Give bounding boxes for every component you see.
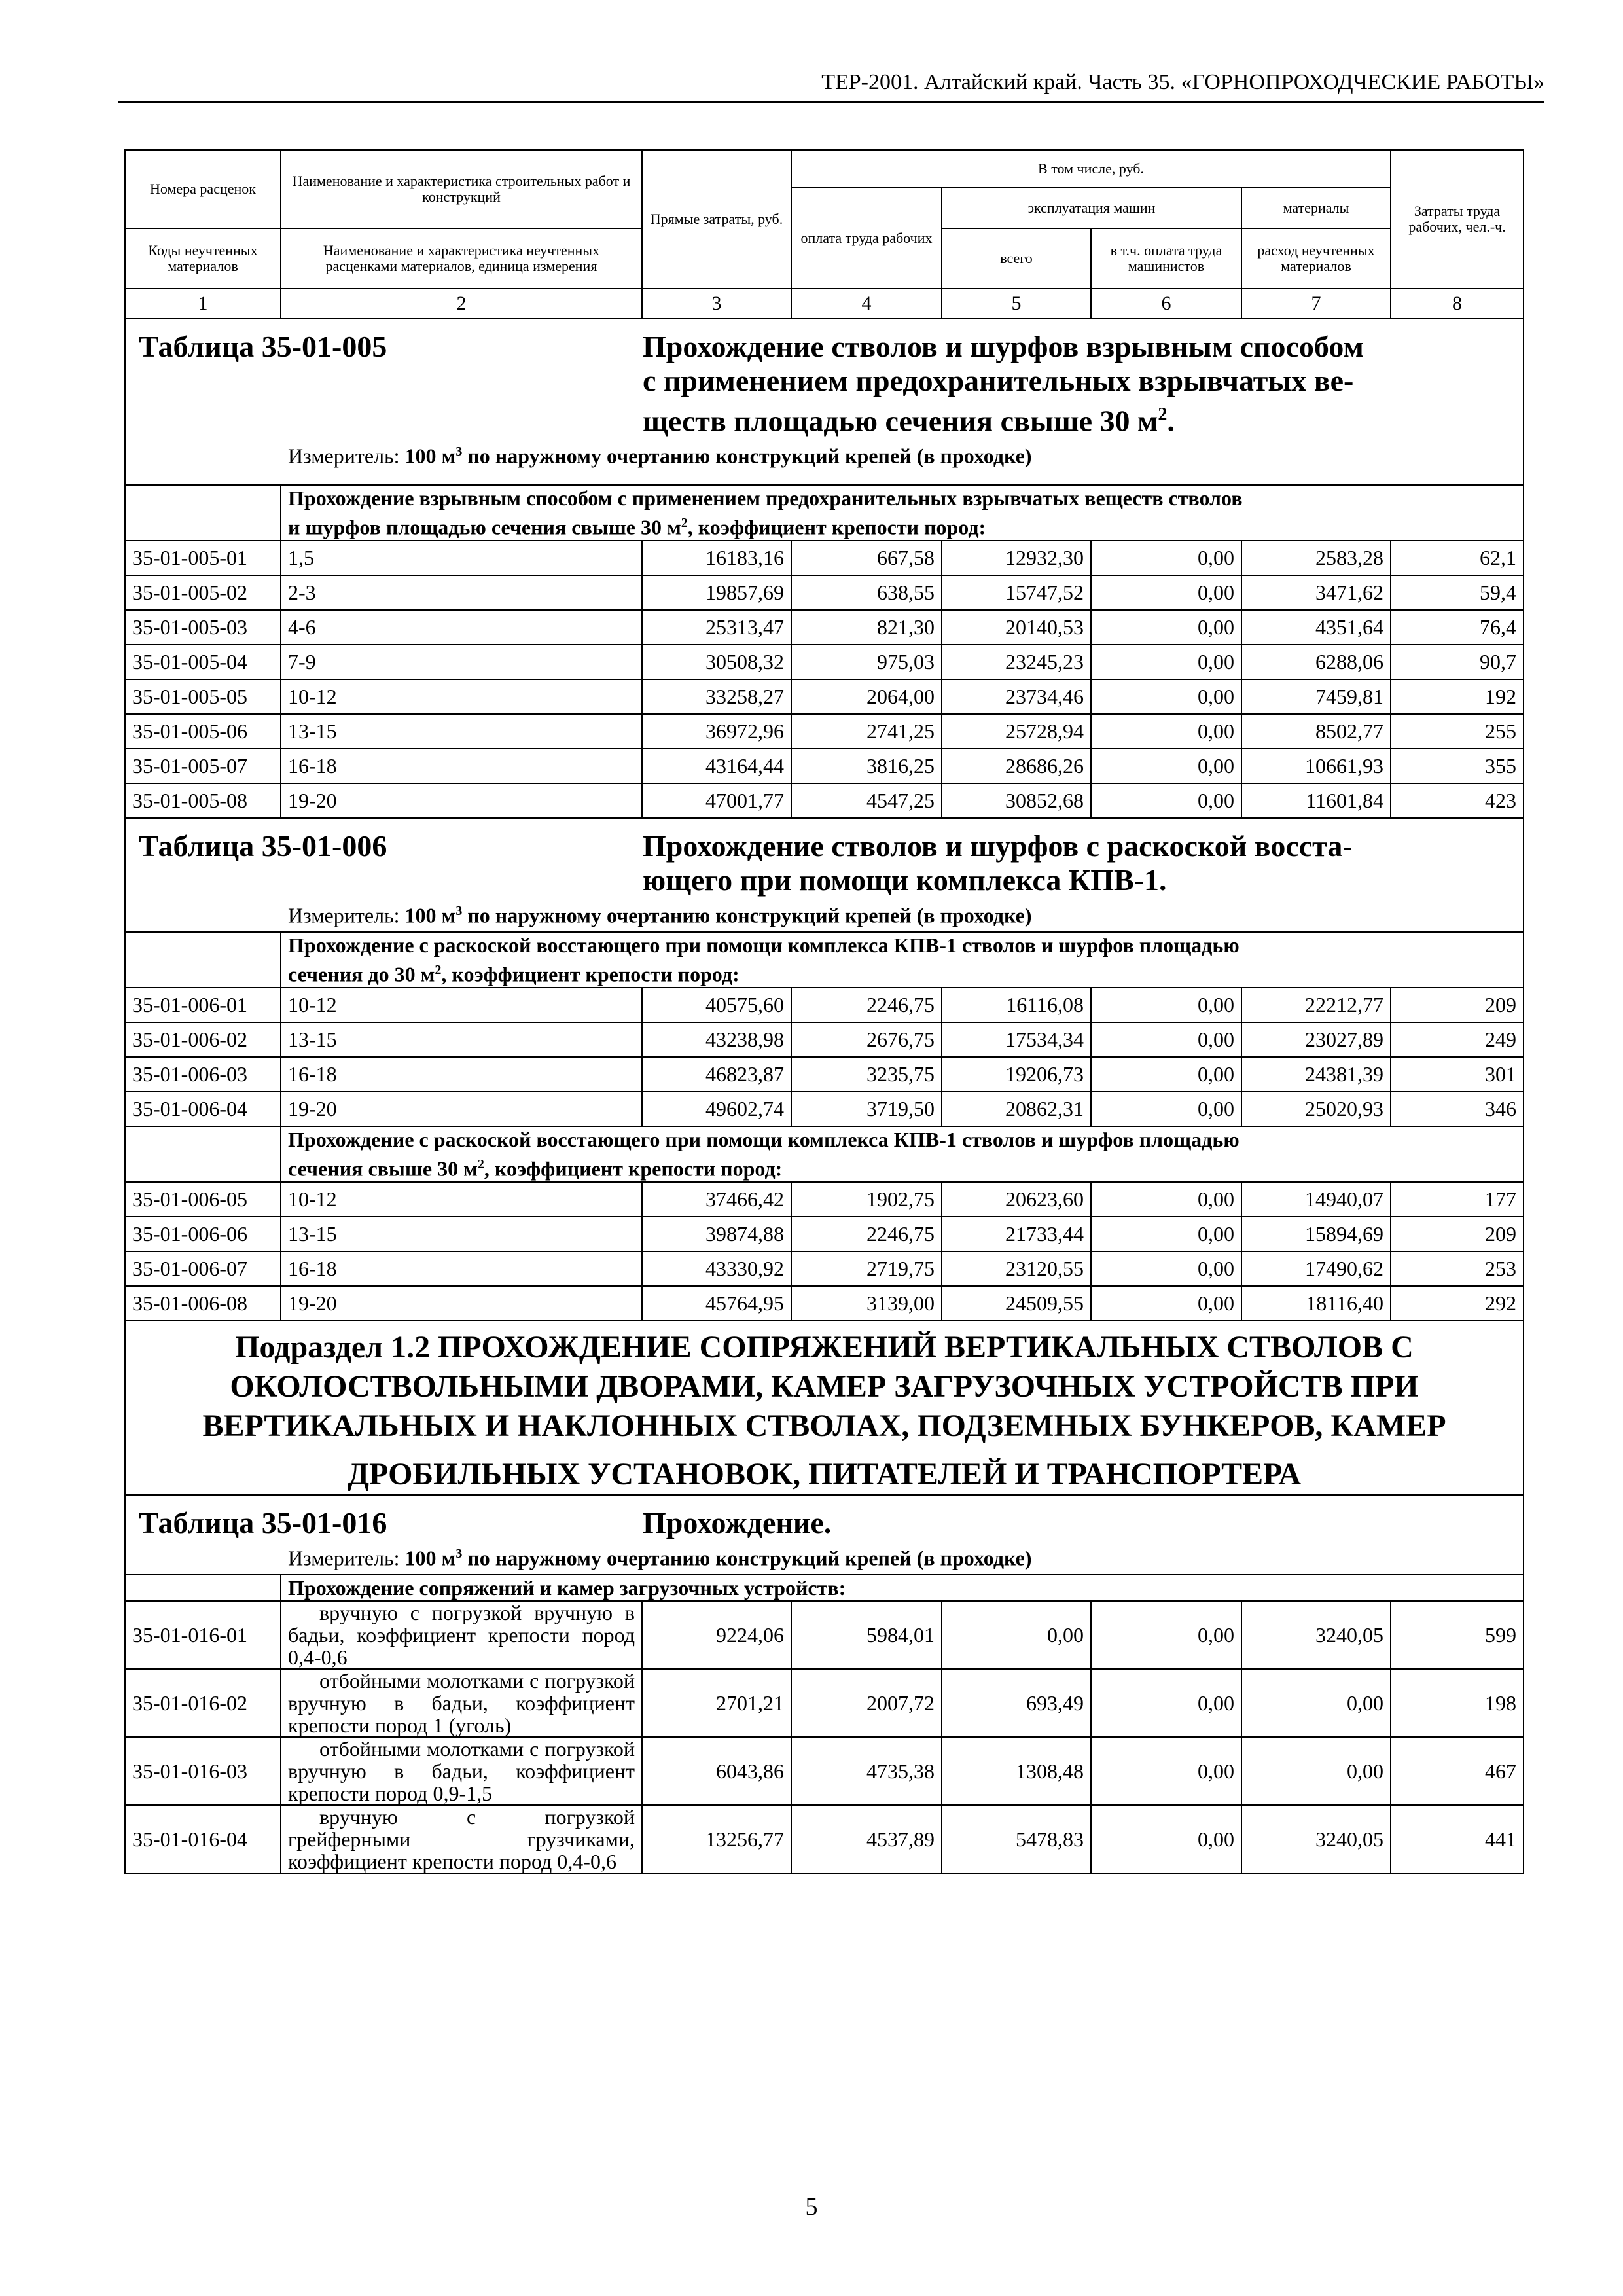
- value-cell: 0,00: [1091, 1092, 1241, 1126]
- value-cell: 10661,93: [1241, 749, 1391, 783]
- value-cell: 192: [1391, 679, 1524, 714]
- col-header-machines: эксплуатация машин: [942, 188, 1241, 228]
- value-cell: 301: [1391, 1057, 1524, 1092]
- value-cell: 0,00: [942, 1601, 1091, 1669]
- rate-code: 35-01-006-06: [125, 1217, 281, 1251]
- value-cell: 0,00: [1091, 1737, 1241, 1805]
- table-row: [125, 1669, 1524, 1737]
- value-cell: 667,58: [791, 541, 942, 575]
- rate-name: 4-6: [281, 610, 642, 645]
- rate-code: 35-01-006-03: [125, 1057, 281, 1092]
- col-header-codes: Номера расценок: [125, 150, 281, 228]
- rate-code: 35-01-005-01: [125, 541, 281, 575]
- rate-name: 16-18: [281, 1057, 642, 1092]
- rate-name: 10-12: [281, 679, 642, 714]
- value-cell: 49602,74: [642, 1092, 791, 1126]
- value-cell: 20862,31: [942, 1092, 1091, 1126]
- section-heading: [126, 1321, 1523, 1494]
- rate-name: 7-9: [281, 645, 642, 679]
- col-header-material-names: Наименование и характеристика неучтенных расценками материалов, единица измерения: [281, 228, 642, 289]
- subheader-text: Прохождение взрывным способом с применением предохранительных взрывчатых веществ стволов и шурфов площадью сечения свыше 30 $м^2$, коэффициент крепости пород:: [281, 485, 1524, 541]
- rate-code: 35-01-005-04: [125, 645, 281, 679]
- rate-code: 35-01-016-04: [125, 1805, 281, 1873]
- value-cell: 22212,77: [1241, 988, 1391, 1022]
- value-cell: 11601,84: [1241, 783, 1391, 818]
- rate-name: отбойными молотками с погрузкой вручную в бадьи, коэффициент крепости пород 1 (уголь): [281, 1669, 642, 1737]
- value-cell: 8502,77: [1241, 714, 1391, 749]
- column-number: 2: [281, 289, 642, 319]
- value-cell: 253: [1391, 1251, 1524, 1286]
- value-cell: 37466,42: [642, 1182, 791, 1217]
- table-row: [125, 1217, 1524, 1251]
- value-cell: 25728,94: [942, 714, 1091, 749]
- table-row: [125, 679, 1524, 714]
- value-cell: 46823,87: [642, 1057, 791, 1092]
- table-title: [126, 1496, 1523, 1540]
- value-cell: 4351,64: [1241, 610, 1391, 645]
- section-heading-line: ОКОЛОСТВОЛЬНЫМИ ДВОРАМИ, КАМЕР ЗАГРУЗОЧНЫХ УСТРОЙСТВ ПРИ: [230, 1369, 1419, 1404]
- value-cell: 43164,44: [642, 749, 791, 783]
- table-row: [125, 714, 1524, 749]
- col-header-including: В том числе, руб.: [791, 150, 1391, 188]
- value-cell: 39874,88: [642, 1217, 791, 1251]
- value-cell: 62,1: [1391, 541, 1524, 575]
- value-cell: 0,00: [1091, 1805, 1241, 1873]
- value-cell: 76,4: [1391, 610, 1524, 645]
- column-number: 8: [1391, 289, 1524, 319]
- value-cell: 249: [1391, 1022, 1524, 1057]
- table-row: [125, 1022, 1524, 1057]
- value-cell: 0,00: [1091, 749, 1241, 783]
- value-cell: 20623,60: [942, 1182, 1091, 1217]
- col-header-unaccounted-materials: расход неучтенных материалов: [1241, 228, 1391, 289]
- col-header-total: всего: [942, 228, 1091, 289]
- value-cell: 12932,30: [942, 541, 1091, 575]
- value-cell: 975,03: [791, 645, 942, 679]
- col-header-labor: Затраты труда рабочих, чел.-ч.: [1391, 150, 1524, 289]
- measurement-unit: Измеритель: 100 $м^3$ по наружному очертанию конструкций крепей (в проходке): [288, 903, 1032, 927]
- value-cell: 20140,53: [942, 610, 1091, 645]
- value-cell: 0,00: [1091, 1217, 1241, 1251]
- value-cell: 0,00: [1091, 575, 1241, 610]
- value-cell: 0,00: [1091, 679, 1241, 714]
- table-row: [125, 610, 1524, 645]
- col-header-wages: оплата труда рабочих: [791, 188, 942, 289]
- value-cell: 45764,95: [642, 1286, 791, 1321]
- value-cell: 2007,72: [791, 1669, 942, 1737]
- rate-code: 35-01-006-08: [125, 1286, 281, 1321]
- rate-code: 35-01-005-03: [125, 610, 281, 645]
- value-cell: 0,00: [1091, 1057, 1241, 1092]
- subheader-row: [125, 1126, 1524, 1182]
- value-cell: 17534,34: [942, 1022, 1091, 1057]
- value-cell: 9224,06: [642, 1601, 791, 1669]
- table-row: [125, 1737, 1524, 1805]
- value-cell: 292: [1391, 1286, 1524, 1321]
- section-heading-line: ВЕРТИКАЛЬНЫХ И НАКЛОННЫХ СТВОЛАХ, ПОДЗЕМНЫХ БУНКЕРОВ, КАМЕР: [202, 1408, 1446, 1443]
- value-cell: 7459,81: [1241, 679, 1391, 714]
- value-cell: 0,00: [1091, 1022, 1241, 1057]
- value-cell: 0,00: [1091, 1182, 1241, 1217]
- column-number: 3: [642, 289, 791, 319]
- value-cell: 6288,06: [1241, 645, 1391, 679]
- rate-name: 13-15: [281, 1217, 642, 1251]
- subheader-text: Прохождение с раскоской восстающего при помощи комплекса КПВ-1 стволов и шурфов площадью сечения до 30 $м^2$, коэффициент крепости пород:: [281, 932, 1524, 988]
- table-row: [125, 749, 1524, 783]
- value-cell: 599: [1391, 1601, 1524, 1669]
- value-cell: 1902,75: [791, 1182, 942, 1217]
- table-row: [125, 1601, 1524, 1669]
- value-cell: 4547,25: [791, 783, 942, 818]
- rate-name: 16-18: [281, 749, 642, 783]
- table-row: [125, 1251, 1524, 1286]
- table-header-row: [125, 150, 1524, 188]
- rate-name: 2-3: [281, 575, 642, 610]
- table-row: [125, 1057, 1524, 1092]
- value-cell: 3240,05: [1241, 1805, 1391, 1873]
- section-heading-line: ДРОБИЛЬНЫХ УСТАНОВОК, ПИТАТЕЛЕЙ И ТРАНСПОРТЕРА: [348, 1456, 1302, 1492]
- price-table: [124, 149, 1524, 1874]
- rate-code: 35-01-006-02: [125, 1022, 281, 1057]
- rate-name: 19-20: [281, 1092, 642, 1126]
- value-cell: 23027,89: [1241, 1022, 1391, 1057]
- table-title-line: ющего при помощи комплекса КПВ-1.: [643, 863, 1167, 897]
- column-number: 5: [942, 289, 1091, 319]
- rate-name: 10-12: [281, 988, 642, 1022]
- rate-name: 10-12: [281, 1182, 642, 1217]
- measurement-unit: Измеритель: 100 $м^3$ по наружному очертанию конструкций крепей (в проходке): [288, 1546, 1032, 1570]
- value-cell: 16183,16: [642, 541, 791, 575]
- value-cell: 40575,60: [642, 988, 791, 1022]
- subheader-text: Прохождение сопряжений и камер загрузочных устройств:: [281, 1575, 1524, 1601]
- value-cell: 43238,98: [642, 1022, 791, 1057]
- column-number-row: [125, 289, 1524, 319]
- rate-name: вручную с погрузкой грейферными грузчиками, коэффициент крепости пород 0,4-0,6: [281, 1805, 642, 1873]
- col-header-name: Наименование и характеристика строительных работ и конструкций: [281, 150, 642, 228]
- value-cell: 33258,27: [642, 679, 791, 714]
- rate-code: 35-01-005-02: [125, 575, 281, 610]
- rate-code: 35-01-016-01: [125, 1601, 281, 1669]
- table-title-005: [126, 319, 1523, 438]
- value-cell: 693,49: [942, 1669, 1091, 1737]
- value-cell: 2719,75: [791, 1251, 942, 1286]
- rate-name: 13-15: [281, 714, 642, 749]
- value-cell: 2741,25: [791, 714, 942, 749]
- value-cell: 13256,77: [642, 1805, 791, 1873]
- subheader-row: [125, 485, 1524, 541]
- value-cell: 0,00: [1241, 1737, 1391, 1805]
- table-title-line: ществ площадью сечения свыше 30 $м^2$.: [643, 404, 1175, 438]
- value-cell: 0,00: [1091, 541, 1241, 575]
- rate-code: 35-01-005-07: [125, 749, 281, 783]
- rate-code: 35-01-005-08: [125, 783, 281, 818]
- value-cell: 0,00: [1091, 1251, 1241, 1286]
- rate-code: 35-01-016-03: [125, 1737, 281, 1805]
- value-cell: 255: [1391, 714, 1524, 749]
- value-cell: 0,00: [1091, 1286, 1241, 1321]
- table-title-line: Прохождение стволов и шурфов с раскоской восста-: [643, 829, 1353, 863]
- value-cell: 30852,68: [942, 783, 1091, 818]
- value-cell: 3235,75: [791, 1057, 942, 1092]
- column-number: 4: [791, 289, 942, 319]
- table-title-line: Прохождение стволов и шурфов взрывным способом: [643, 330, 1364, 363]
- table-label: Таблица 35-01-005: [139, 330, 387, 363]
- table-row: [125, 783, 1524, 818]
- rate-name: 1,5: [281, 541, 642, 575]
- col-header-material-codes: Коды неучтенных материалов: [125, 228, 281, 289]
- value-cell: 28686,26: [942, 749, 1091, 783]
- measurement-unit: Измеритель: 100 $м^3$ по наружному очертанию конструкций крепей (в проходке): [288, 444, 1032, 468]
- table-row: [125, 1286, 1524, 1321]
- value-cell: 177: [1391, 1182, 1524, 1217]
- table-title-line: с применением предохранительных взрывчатых ве-: [643, 364, 1354, 397]
- value-cell: 2064,00: [791, 679, 942, 714]
- value-cell: 2246,75: [791, 988, 942, 1022]
- value-cell: 0,00: [1091, 610, 1241, 645]
- subheader-text: Прохождение с раскоской восстающего при помощи комплекса КПВ-1 стволов и шурфов площадью сечения свыше 30 $м^2$, коэффициент крепости пород:: [281, 1126, 1524, 1182]
- rate-code: 35-01-006-01: [125, 988, 281, 1022]
- column-number: 6: [1091, 289, 1241, 319]
- table-row: [125, 541, 1524, 575]
- value-cell: 3139,00: [791, 1286, 942, 1321]
- rate-code: 35-01-005-06: [125, 714, 281, 749]
- table-title: [126, 819, 1523, 897]
- table-title-line: Прохождение.: [643, 1505, 832, 1539]
- table-label: Таблица 35-01-016: [139, 1505, 387, 1539]
- table-title-row: [125, 818, 1524, 933]
- subheader-row: [125, 1575, 1524, 1601]
- value-cell: 47001,77: [642, 783, 791, 818]
- section-heading-line: Подраздел 1.2 ПРОХОЖДЕНИЕ СОПРЯЖЕНИЙ ВЕРТИКАЛЬНЫХ СТВОЛОВ С: [235, 1329, 1414, 1365]
- value-cell: 59,4: [1391, 575, 1524, 610]
- rate-name: отбойными молотками с погрузкой вручную в бадьи, коэффициент крепости пород 0,9-1,5: [281, 1737, 642, 1805]
- table-row: [125, 1182, 1524, 1217]
- table-row: [125, 575, 1524, 610]
- value-cell: 3816,25: [791, 749, 942, 783]
- value-cell: 0,00: [1091, 645, 1241, 679]
- value-cell: 24509,55: [942, 1286, 1091, 1321]
- value-cell: 19857,69: [642, 575, 791, 610]
- value-cell: 23734,46: [942, 679, 1091, 714]
- value-cell: 2246,75: [791, 1217, 942, 1251]
- value-cell: 17490,62: [1241, 1251, 1391, 1286]
- rate-code: 35-01-006-07: [125, 1251, 281, 1286]
- value-cell: 346: [1391, 1092, 1524, 1126]
- value-cell: 1308,48: [942, 1737, 1091, 1805]
- value-cell: 23120,55: [942, 1251, 1091, 1286]
- column-number: 7: [1241, 289, 1391, 319]
- value-cell: 2701,21: [642, 1669, 791, 1737]
- table-row: [125, 988, 1524, 1022]
- value-cell: 821,30: [791, 610, 942, 645]
- table-title-row: [125, 1495, 1524, 1575]
- value-cell: 2583,28: [1241, 541, 1391, 575]
- subheader-row: [125, 932, 1524, 988]
- rate-code: 35-01-006-05: [125, 1182, 281, 1217]
- running-header: ТЕР-2001. Алтайский край. Часть 35. «ГОРНОПРОХОДЧЕСКИЕ РАБОТЫ»: [118, 69, 1544, 103]
- rate-name: 19-20: [281, 783, 642, 818]
- value-cell: 355: [1391, 749, 1524, 783]
- page-number: 5: [805, 2193, 818, 2221]
- value-cell: 423: [1391, 783, 1524, 818]
- value-cell: 19206,73: [942, 1057, 1091, 1092]
- table-label: Таблица 35-01-006: [139, 829, 387, 863]
- value-cell: 209: [1391, 988, 1524, 1022]
- rate-name: 19-20: [281, 1286, 642, 1321]
- value-cell: 21733,44: [942, 1217, 1091, 1251]
- value-cell: 0,00: [1091, 714, 1241, 749]
- value-cell: 5984,01: [791, 1601, 942, 1669]
- value-cell: 4735,38: [791, 1737, 942, 1805]
- table-title-row: [125, 319, 1524, 485]
- value-cell: 23245,23: [942, 645, 1091, 679]
- value-cell: 0,00: [1091, 1601, 1241, 1669]
- value-cell: 3719,50: [791, 1092, 942, 1126]
- table-row: [125, 645, 1524, 679]
- col-header-materials: материалы: [1241, 188, 1391, 228]
- value-cell: 90,7: [1391, 645, 1524, 679]
- value-cell: 36972,96: [642, 714, 791, 749]
- value-cell: 467: [1391, 1737, 1524, 1805]
- section-heading-row: [125, 1321, 1524, 1495]
- value-cell: 5478,83: [942, 1805, 1091, 1873]
- value-cell: 0,00: [1091, 1669, 1241, 1737]
- value-cell: 209: [1391, 1217, 1524, 1251]
- value-cell: 16116,08: [942, 988, 1091, 1022]
- value-cell: 3471,62: [1241, 575, 1391, 610]
- value-cell: 30508,32: [642, 645, 791, 679]
- col-header-direct-costs: Прямые затраты, руб.: [642, 150, 791, 289]
- value-cell: 6043,86: [642, 1737, 791, 1805]
- value-cell: 43330,92: [642, 1251, 791, 1286]
- value-cell: 15747,52: [942, 575, 1091, 610]
- value-cell: 0,00: [1091, 783, 1241, 818]
- value-cell: 18116,40: [1241, 1286, 1391, 1321]
- value-cell: 0,00: [1241, 1669, 1391, 1737]
- table-row: [125, 1092, 1524, 1126]
- value-cell: 4537,89: [791, 1805, 942, 1873]
- value-cell: 3240,05: [1241, 1601, 1391, 1669]
- col-header-operator-wages: в т.ч. оплата труда машинистов: [1091, 228, 1241, 289]
- value-cell: 198: [1391, 1669, 1524, 1737]
- value-cell: 14940,07: [1241, 1182, 1391, 1217]
- table-row: [125, 1805, 1524, 1873]
- value-cell: 441: [1391, 1805, 1524, 1873]
- rate-name: 16-18: [281, 1251, 642, 1286]
- column-number: 1: [125, 289, 281, 319]
- value-cell: 638,55: [791, 575, 942, 610]
- rate-name: 13-15: [281, 1022, 642, 1057]
- rate-name: вручную с погрузкой вручную в бадьи, коэффициент крепости пород 0,4-0,6: [281, 1601, 642, 1669]
- value-cell: 2676,75: [791, 1022, 942, 1057]
- value-cell: 24381,39: [1241, 1057, 1391, 1092]
- value-cell: 25313,47: [642, 610, 791, 645]
- value-cell: 25020,93: [1241, 1092, 1391, 1126]
- rate-code: 35-01-016-02: [125, 1669, 281, 1737]
- rate-code: 35-01-005-05: [125, 679, 281, 714]
- value-cell: 0,00: [1091, 988, 1241, 1022]
- rate-code: 35-01-006-04: [125, 1092, 281, 1126]
- value-cell: 15894,69: [1241, 1217, 1391, 1251]
